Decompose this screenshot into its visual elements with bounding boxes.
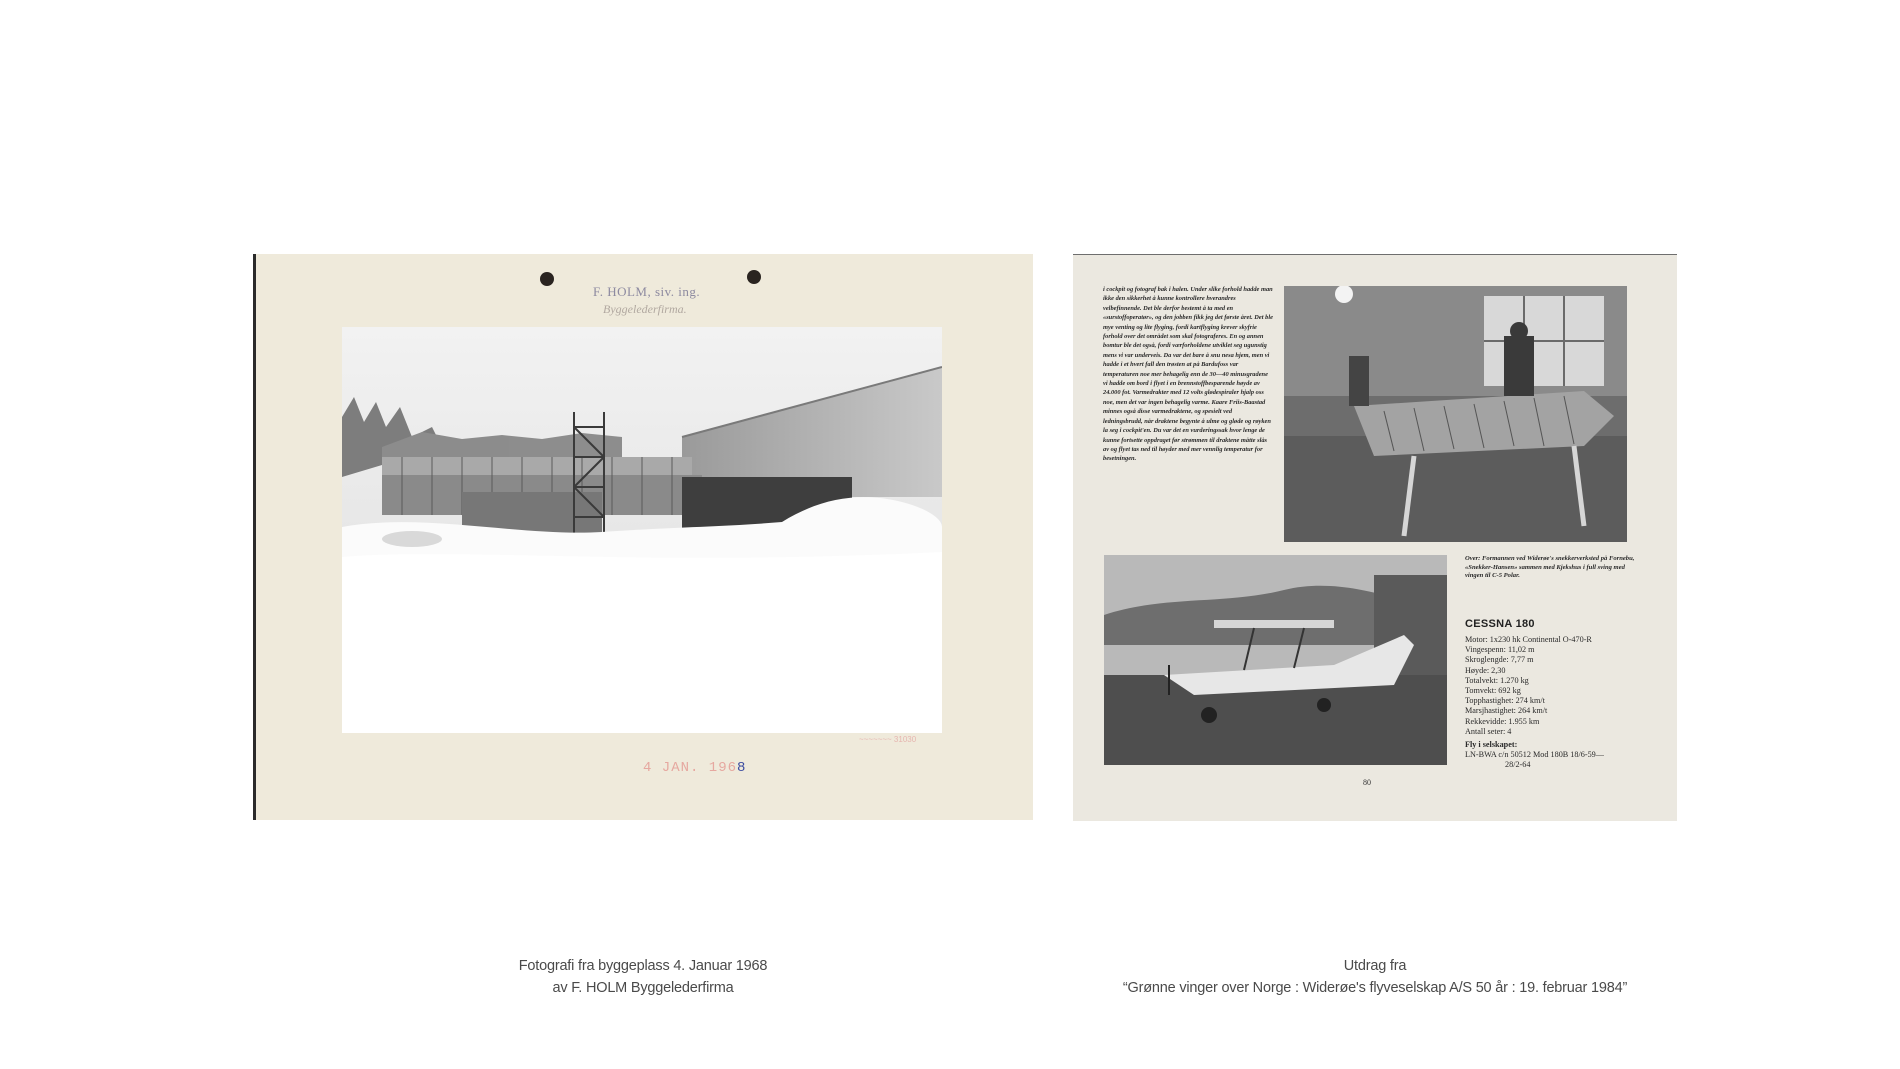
construction-photo-illustration xyxy=(342,327,942,733)
plane-photo-illustration xyxy=(1104,555,1447,765)
spec-line: Vingespenn: 11,02 m xyxy=(1465,645,1535,655)
aircraft-specs xyxy=(1465,635,1637,771)
left-caption-line2: av F. HOLM Byggelederfirma xyxy=(552,980,734,996)
photo-caption: Over: Formannen ved Widerøe's snekkerverksted på Fornebu, «Snekker-Hansen» sammen med Kjekshus i full sving med vingen til C-5 Polar. xyxy=(1465,555,1635,580)
archive-photo-card xyxy=(253,254,1033,820)
spec-line: Rekkevidde: 1.955 km xyxy=(1465,716,1540,726)
date-stamp-digit: 8 xyxy=(737,760,747,776)
fleet-line: 28/2-64 xyxy=(1505,760,1531,770)
spec-line: Tomvekt: 692 kg xyxy=(1465,686,1521,696)
workshop-photo xyxy=(1284,286,1627,542)
book-page-excerpt xyxy=(1073,254,1677,821)
right-caption-line2: “Grønne vinger over Norge : Widerøe's flyveselskap A/S 50 år : 19. februar 1984” xyxy=(1122,980,1628,996)
aircraft-title: CESSNA 180 xyxy=(1465,618,1535,630)
article-body-text: i cockpit og fotograf bak i halen. Under slike forhold hadde man ikke den sikkerhet å kunne kontrollere hverandres velbefinnende. Det ble derfor bestemt å ta med en «surstoffoperatør», og den jobben fikk jeg det første året. Det ble mye venting og lite flyging, fordi kartflyging krever skyfrie forhold over det området som skal fotograferes. En og annen bomtur ble det også, fordi værforholdene utviklet seg ugunstig mens vi var underveis. Da var det bare å snu nesa hjem, men vi hadde i et hvert fall den trøsten at på Bardufoss var temperaturen noe mer behagelig enn de 30—40 minusgradene vi hadde om bord i flyet i en brennstoffbesparende høyde av 24.000 fot. Varmedrakter med 12 volts glødespiraler hjalp oss noe, men det var ingen behagelig varme. Kaare Friis-Baastad minnes også disse varmedraktene, og spesielt ved ledningsbrudd, når draktene begynte å ulme og gløde og røyken la seg i cockpit'en. Du var det en vurderingssak hvor lenge de kunne fortsette oppdraget før strømmen til draktene måtte slås av og flyet tas ned til høyder med mer vennlig temperatur for besetningen. xyxy=(1103,286,1273,463)
company-stamp-subtitle: Byggelederfirma. xyxy=(603,302,687,316)
date-stamp-main: 4 JAN. 196 xyxy=(643,760,738,776)
page-number: 80 xyxy=(1363,778,1371,787)
punch-hole xyxy=(747,270,761,284)
spec-line: Topphastighet: 274 km/t xyxy=(1465,696,1545,706)
spec-line: Antall seter: 4 xyxy=(1465,726,1512,736)
cessna-plane-photo xyxy=(1104,555,1447,765)
punch-hole xyxy=(540,272,554,286)
spec-line: Totalvekt: 1.270 kg xyxy=(1465,675,1529,685)
construction-site-photo xyxy=(342,327,942,733)
fleet-line: LN-BWA c/n 50512 Mod 180B 18/6-59— xyxy=(1465,750,1604,760)
spec-line: Marsjhastighet: 264 km/t xyxy=(1465,706,1548,716)
date-stamp xyxy=(643,760,746,776)
company-stamp: F. HOLM, siv. ing. xyxy=(593,284,701,299)
spec-line: Høyde: 2,30 xyxy=(1465,665,1506,675)
spec-line: Motor: 1x230 hk Continental O-470-R xyxy=(1465,635,1592,644)
left-caption-line1: Fotografi fra byggeplass 4. Januar 1968 xyxy=(518,958,768,974)
workshop-photo-illustration xyxy=(1284,286,1627,542)
spec-line: Skroglengde: 7,77 m xyxy=(1465,655,1534,665)
fleet-title: Fly i selskapet: xyxy=(1465,740,1518,750)
right-caption-line1: Utdrag fra xyxy=(1343,958,1407,974)
right-caption xyxy=(1073,955,1677,999)
archive-number-stamp: ~~~~~~~ 31030 xyxy=(859,735,917,744)
left-caption xyxy=(443,955,843,999)
